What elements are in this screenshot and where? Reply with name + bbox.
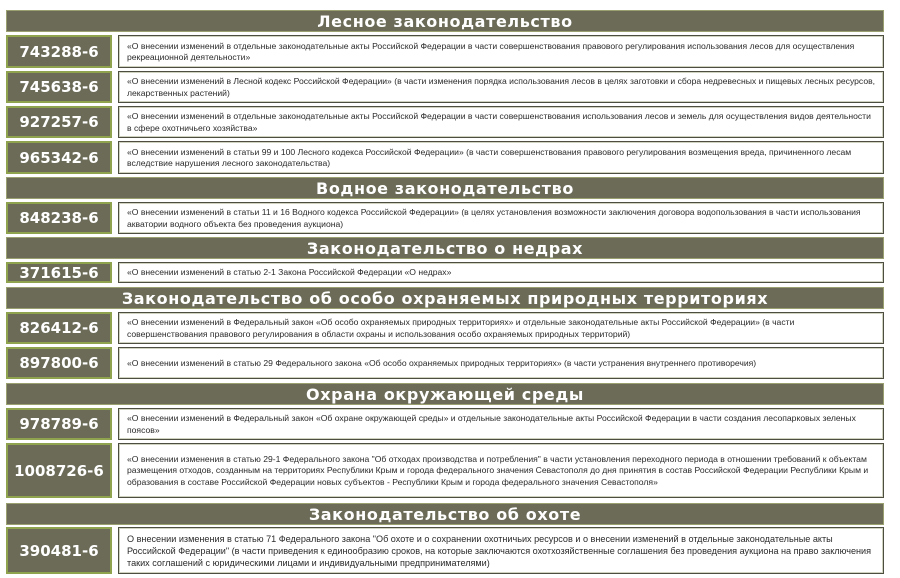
table-row <box>6 408 884 440</box>
bill-description: «О внесении изменения в статью 29-1 Федерального закона "Об отходах производства и потребления" в части установления переходного периода в отношении требований к объектам размещения отходов, созданным на территориях Республики Крым и города федерального значения Севастополя до дня принятия в состав Российской Федерации Республики Крым и образования в составе Российской Федерации новых субъектов - Республики Крым и города федерального значения Севастополя» <box>118 443 884 498</box>
bill-number: 390481-6 <box>6 527 112 574</box>
table-row <box>6 106 884 138</box>
bill-number: 978789-6 <box>6 408 112 440</box>
table-row <box>6 262 884 283</box>
table-row <box>6 312 884 344</box>
table-row <box>6 347 884 379</box>
table-row <box>6 35 884 68</box>
bill-description: «О внесении изменений в статьи 11 и 16 Водного кодекса Российской Федерации» (в целях установления возможности заключения договора водопользования в части использования акватории водного объекта без проведения аукциона) <box>118 202 884 234</box>
bill-description: «О внесении изменений в статью 2-1 Закона Российской Федерации «О недрах» <box>118 262 884 283</box>
bill-description: «О внесении изменений в Федеральный закон «Об охране окружающей среды» и отдельные законодательные акты Российской Федерации в части создания лесопарковых зеленых поясов» <box>118 408 884 440</box>
bill-description: «О внесении изменений в статьи 99 и 100 Лесного кодекса Российской Федерации» (в части совершенствования правового регулирования возмещения вреда, причиненного лесам вследствие нарушения лесного законодательства) <box>118 141 884 174</box>
bill-number: 965342-6 <box>6 141 112 174</box>
bill-description: «О внесении изменений в Лесной кодекс Российской Федерации» (в части изменения порядка использования лесов в целях заготовки и сбора недревесных и пищевых лесных ресурсов, лекарственных растений) <box>118 71 884 103</box>
bill-number: 743288-6 <box>6 35 112 68</box>
table-row <box>6 71 884 103</box>
section-header-hunting: Законодательство об охоте <box>6 503 884 525</box>
section-header-water: Водное законодательство <box>6 177 884 199</box>
bill-number: 745638-6 <box>6 71 112 103</box>
table-row <box>6 443 884 498</box>
bill-number: 897800-6 <box>6 347 112 379</box>
section-header-forest: Лесное законодательство <box>6 10 884 32</box>
bill-description: «О внесении изменений в отдельные законодательные акты Российской Федерации в части совершенствования правового регулирования использования лесов для осуществления рекреационной деятельности» <box>118 35 884 68</box>
bill-number: 371615-6 <box>6 262 112 283</box>
table-row <box>6 527 884 574</box>
bill-description: «О внесении изменений в статью 29 Федерального закона «Об особо охраняемых природных территориях» (в части устранения внутреннего противоречия) <box>118 347 884 379</box>
table-row <box>6 141 884 174</box>
table-row <box>6 202 884 234</box>
bill-description: «О внесении изменений в Федеральный закон «Об особо охраняемых природных территориях» и отдельные законодательные акты Российской Федерации» (в части совершенствования правового регулирования в области охраны и использования особо охраняемых природных территорий) <box>118 312 884 344</box>
section-header-environment: Охрана окружающей среды <box>6 383 884 405</box>
section-header-subsoil: Законодательство о недрах <box>6 237 884 259</box>
bill-number: 848238-6 <box>6 202 112 234</box>
bill-description: О внесении изменения в статью 71 Федерального закона "Об охоте и о сохранении охотничьих ресурсов и о внесении изменений в отдельные законодательные акты Российской Федерации" (в части приведения к единообразию сроков, на которые заключаются охотхозяйственные соглашения без проведения аукциона на право заключения таких соглашений с юридическими лицами и индивидуальными предпринимателями) <box>118 527 884 574</box>
bill-number: 1008726-6 <box>6 443 112 498</box>
bill-description: «О внесении изменений в отдельные законодательные акты Российской Федерации в части совершенствования использования лесов и земель для осуществления видов деятельности в сфере охотничьего хозяйства» <box>118 106 884 138</box>
section-header-protected-areas: Законодательство об особо охраняемых природных территориях <box>6 287 884 309</box>
bill-number: 826412-6 <box>6 312 112 344</box>
bill-number: 927257-6 <box>6 106 112 138</box>
